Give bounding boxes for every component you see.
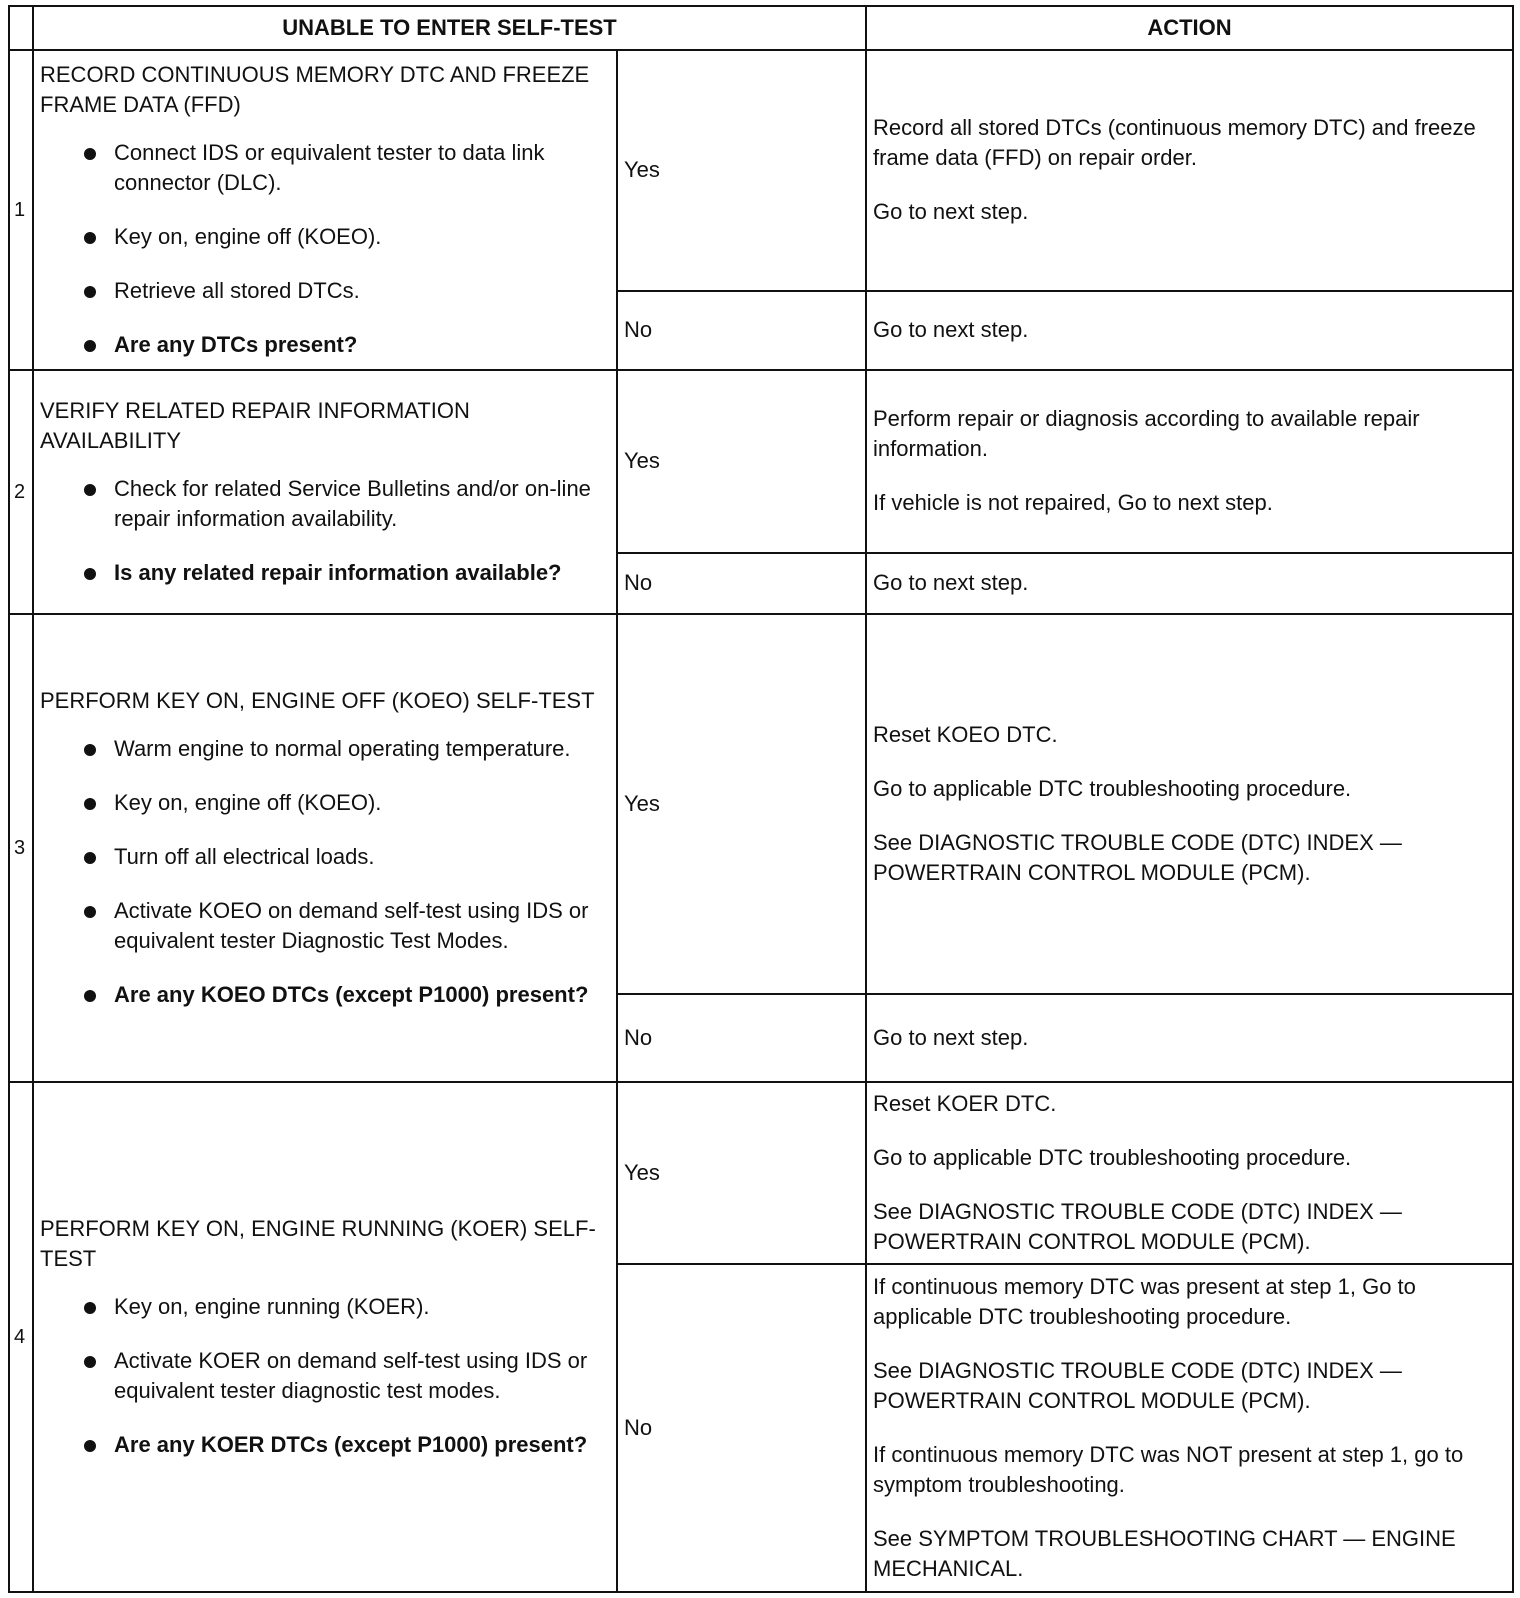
- check-item: [40, 896, 606, 956]
- step-instructions: [33, 1082, 617, 1592]
- no-action: [866, 291, 1513, 371]
- question-text: Is any related repair information available?: [114, 560, 562, 586]
- answer-no: No: [617, 553, 866, 614]
- bullet-icon: [84, 852, 96, 864]
- bullet-icon: [84, 232, 96, 244]
- step-number: 3: [9, 614, 33, 1082]
- check-text: Activate KOER on demand self-test using IDS or equivalent tester diagnostic test modes.: [114, 1348, 588, 1404]
- action-text: Go to next step.: [873, 317, 1029, 343]
- check-item: [40, 276, 606, 306]
- check-text: Turn off all electrical loads.: [114, 844, 375, 869]
- yes-action: [866, 50, 1513, 291]
- check-text: Warm engine to normal operating temperature.: [114, 736, 571, 761]
- check-item: [40, 1292, 606, 1322]
- bullet-icon: [84, 148, 96, 160]
- step-row: [9, 50, 1513, 291]
- step-instructions: [33, 370, 617, 614]
- check-text: Check for related Service Bulletins and/or on-line repair information availability.: [114, 476, 591, 532]
- no-action: [866, 994, 1513, 1082]
- header-step: UNABLE TO ENTER SELF-TEST: [33, 6, 866, 50]
- action-text: Perform repair or diagnosis according to available repair information.: [873, 406, 1420, 462]
- step-check-list: [40, 138, 606, 360]
- step-number: 4: [9, 1082, 33, 1592]
- answer-yes: Yes: [617, 50, 866, 291]
- step-check-list: [40, 1292, 606, 1460]
- bullet-icon: [84, 798, 96, 810]
- check-item: [40, 734, 606, 764]
- self-test-table: [8, 5, 1514, 1593]
- step-row: [9, 614, 1513, 994]
- action-text: Reset KOER DTC.: [873, 1090, 1057, 1116]
- bullet-icon: [84, 906, 96, 918]
- step-question: [40, 330, 606, 360]
- step-title: RECORD CONTINUOUS MEMORY DTC AND FREEZE FRAME DATA (FFD): [40, 62, 590, 118]
- action-text: See DIAGNOSTIC TROUBLE CODE (DTC) INDEX — POWERTRAIN CONTROL MODULE (PCM).: [873, 830, 1402, 886]
- step-check-list: [40, 734, 606, 1010]
- check-text: Connect IDS or equivalent tester to data link connector (DLC).: [114, 140, 545, 196]
- answer-yes: Yes: [617, 614, 866, 994]
- action-text: If vehicle is not repaired, Go to next step.: [873, 490, 1273, 516]
- action-text: Go to next step.: [873, 570, 1029, 596]
- check-item: [40, 222, 606, 252]
- step-instructions: [33, 614, 617, 1082]
- no-action: [866, 1264, 1513, 1592]
- step-title: VERIFY RELATED REPAIR INFORMATION AVAILABILITY: [40, 398, 470, 454]
- action-text: Go to applicable DTC troubleshooting procedure.: [873, 776, 1352, 802]
- yes-action: [866, 614, 1513, 994]
- bullet-icon: [84, 286, 96, 298]
- check-text: Key on, engine off (KOEO).: [114, 790, 382, 815]
- answer-no: No: [617, 291, 866, 371]
- step-check-list: [40, 474, 606, 588]
- bullet-icon: [84, 1356, 96, 1368]
- action-text: Go to next step.: [873, 199, 1029, 225]
- yes-action: [866, 1082, 1513, 1264]
- answer-yes: Yes: [617, 1082, 866, 1264]
- no-action: [866, 553, 1513, 614]
- action-text: Record all stored DTCs (continuous memory DTC) and freeze frame data (FFD) on repair order.: [873, 115, 1476, 171]
- step-title: PERFORM KEY ON, ENGINE OFF (KOEO) SELF-TEST: [40, 688, 595, 713]
- action-text: Go to next step.: [873, 1025, 1029, 1051]
- bullet-icon: [84, 744, 96, 756]
- step-question: [40, 980, 606, 1010]
- step-number: 1: [9, 50, 33, 370]
- bullet-icon: [84, 1302, 96, 1314]
- check-text: Key on, engine off (KOEO).: [114, 224, 382, 250]
- action-text: See SYMPTOM TROUBLESHOOTING CHART — ENGINE MECHANICAL.: [873, 1525, 1456, 1581]
- action-text: See DIAGNOSTIC TROUBLE CODE (DTC) INDEX — POWERTRAIN CONTROL MODULE (PCM).: [873, 1198, 1402, 1254]
- troubleshooting-page: [8, 5, 1512, 1593]
- answer-no: No: [617, 994, 866, 1082]
- question-text: Are any KOEO DTCs (except P1000) present?: [114, 982, 589, 1007]
- step-row: [9, 1082, 1513, 1264]
- action-text: Go to applicable DTC troubleshooting procedure.: [873, 1144, 1352, 1170]
- bullet-icon: [84, 568, 96, 580]
- bullet-icon: [84, 484, 96, 496]
- action-text: If continuous memory DTC was present at step 1, Go to applicable DTC troubleshooting procedure.: [873, 1273, 1416, 1329]
- check-item: [40, 842, 606, 872]
- action-text: Reset KOEO DTC.: [873, 722, 1058, 748]
- table-header-row: [9, 6, 1513, 50]
- step-title: PERFORM KEY ON, ENGINE RUNNING (KOER) SELF-TEST: [40, 1216, 596, 1272]
- check-text: Retrieve all stored DTCs.: [114, 278, 360, 304]
- step-question: [40, 1430, 606, 1460]
- question-text: Are any KOER DTCs (except P1000) present?: [114, 1432, 588, 1458]
- check-text: Key on, engine running (KOER).: [114, 1294, 430, 1320]
- check-item: [40, 1346, 606, 1406]
- bullet-icon: [84, 1440, 96, 1452]
- step-question: [40, 558, 606, 588]
- header-action: ACTION: [866, 6, 1513, 50]
- step-row: [9, 370, 1513, 553]
- step-instructions: [33, 50, 617, 370]
- action-text: If continuous memory DTC was NOT present at step 1, go to symptom troubleshooting.: [873, 1441, 1464, 1497]
- question-text: Are any DTCs present?: [114, 332, 358, 358]
- header-number-cell: [9, 6, 33, 50]
- check-text: Activate KOEO on demand self-test using IDS or equivalent tester Diagnostic Test Modes.: [114, 898, 589, 953]
- check-item: [40, 138, 606, 198]
- bullet-icon: [84, 990, 96, 1002]
- bullet-icon: [84, 340, 96, 352]
- answer-no: No: [617, 1264, 866, 1592]
- answer-yes: Yes: [617, 370, 866, 553]
- check-item: [40, 474, 606, 534]
- action-text: See DIAGNOSTIC TROUBLE CODE (DTC) INDEX — POWERTRAIN CONTROL MODULE (PCM).: [873, 1357, 1402, 1413]
- step-number: 2: [9, 370, 33, 614]
- check-item: [40, 788, 606, 818]
- yes-action: [866, 370, 1513, 553]
